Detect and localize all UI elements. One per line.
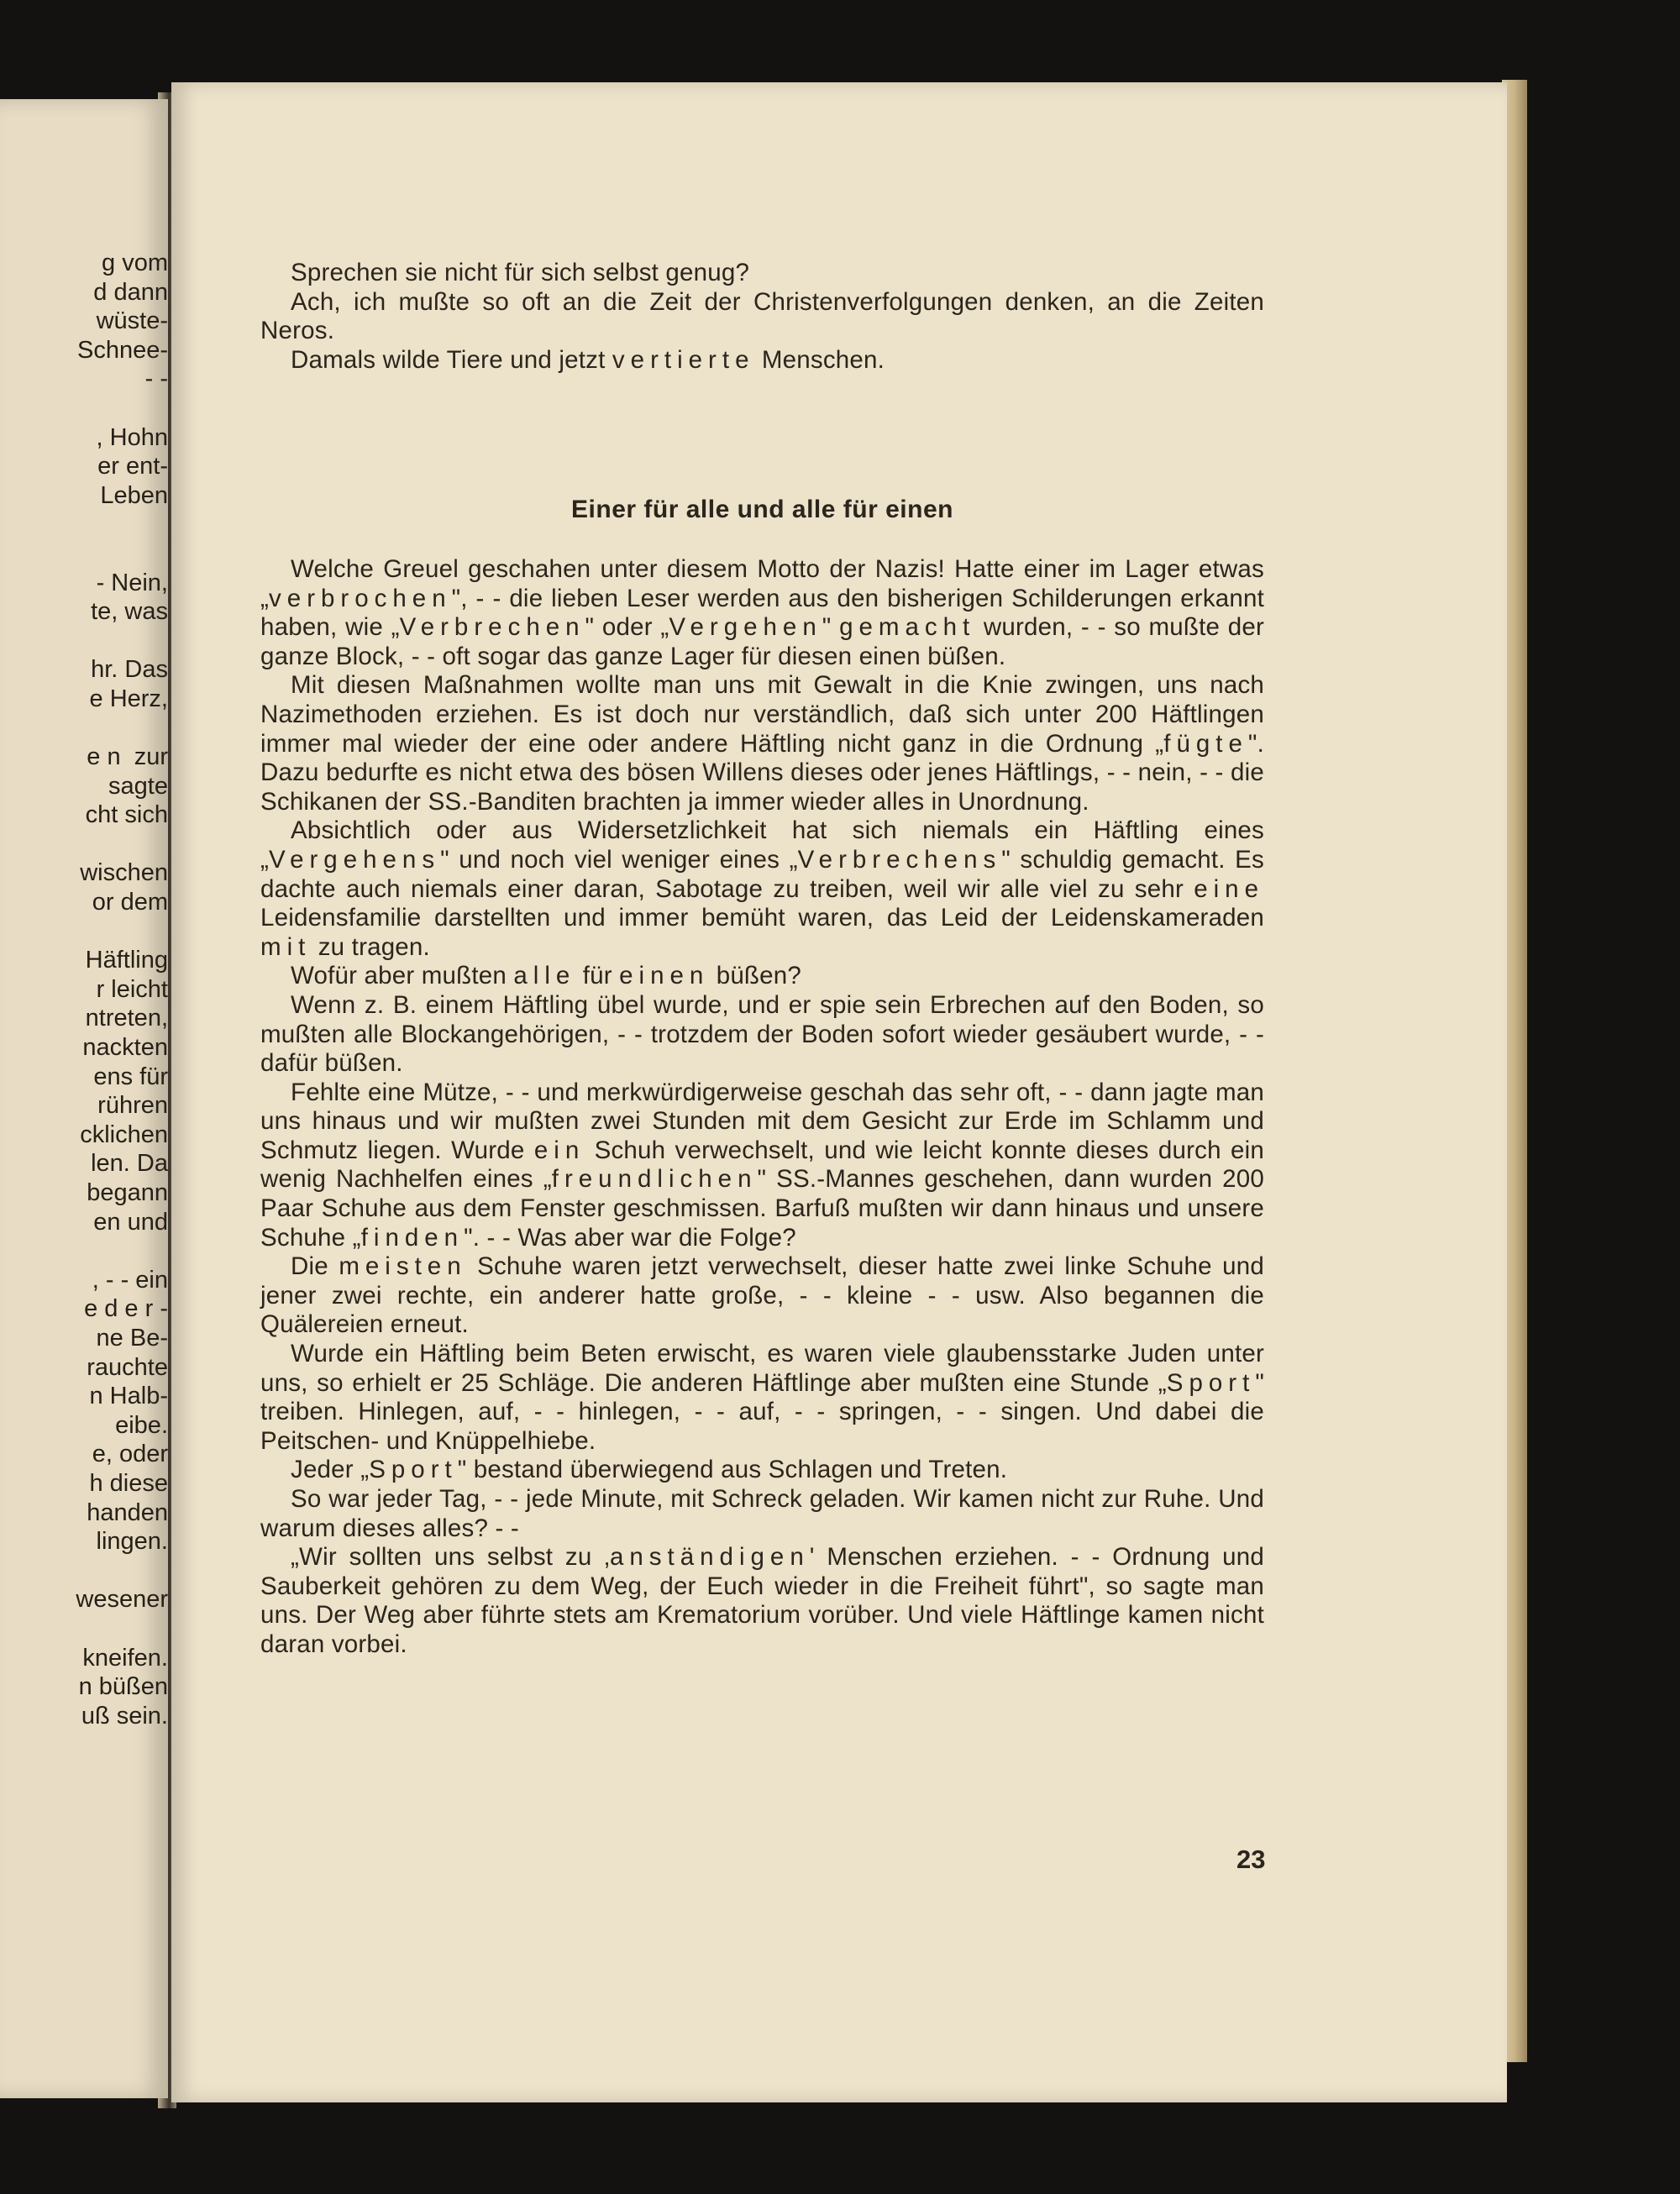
spaced-emphasis: finden bbox=[360, 1223, 465, 1252]
left-page-line: wesener bbox=[76, 1586, 168, 1614]
text: " oder „ bbox=[585, 613, 669, 642]
body-paragraph-9 bbox=[260, 1456, 1264, 1485]
text: " schuldig gemacht. Es dachte auch niemals einer daran, Sabotage zu treiben, weil wir alle viel zu sehr bbox=[260, 845, 1264, 903]
spaced-emphasis: fügte bbox=[1163, 729, 1248, 758]
text: Jeder „ bbox=[291, 1456, 370, 1484]
spaced-emphasis: eine bbox=[1194, 874, 1264, 903]
text: Schuhe waren jetzt verwechselt, dieser hatte zwei linke Schuhe und jener zwei rechte, ein anderer hatte große, - - kleine - - usw. Also begannen die Quälereien erneut. bbox=[260, 1252, 1264, 1339]
left-page-line: Häftling bbox=[85, 947, 168, 974]
body-paragraph-1 bbox=[260, 555, 1264, 671]
left-page-line bbox=[17, 1556, 168, 1586]
text: Wurde ein Häftling beim Beten erwischt, es waren viele glaubensstarke Juden unter uns, so erhielt er 25 Schläge. Die anderen Häftlinge aber mußten eine Stunde „ bbox=[260, 1340, 1264, 1397]
text: Absichtlich oder aus Widersetzlichkeit hat sich niemals ein Häftling eines „ bbox=[260, 816, 1264, 874]
spaced-emphasis: gemacht bbox=[839, 613, 976, 642]
left-page-line: en und bbox=[93, 1208, 168, 1236]
left-page-line bbox=[17, 714, 168, 743]
body-paragraph-6 bbox=[260, 1079, 1264, 1253]
left-page-line: Schnee- bbox=[76, 336, 168, 364]
spaced-emphasis: Sport bbox=[369, 1456, 458, 1484]
left-page-line bbox=[17, 1236, 168, 1266]
spaced-emphasis: Verbrechens bbox=[797, 845, 1002, 874]
intro-paragraph-3 bbox=[260, 346, 1264, 375]
text: „Wir sollten uns selbst zu ‚ bbox=[291, 1543, 610, 1572]
spaced-emphasis: Verbrechen bbox=[399, 613, 585, 642]
text: Schuh verwechselt, und wie leicht konnte dieses durch ein wenig Nachhelfen eines „ bbox=[260, 1136, 1264, 1194]
left-page-line: ne Be- bbox=[96, 1324, 168, 1352]
text: ". Dazu bedurfte es nicht etwa des bösen Willens dieses oder jenes Häftlings, - - nein, - - die Schikanen der SS.-Banditen brachten ja immer wieder alles in Unordnung. bbox=[260, 729, 1264, 816]
left-page-line: kneifen. bbox=[82, 1644, 168, 1672]
spaced-emphasis: einen bbox=[619, 962, 710, 990]
right-page bbox=[171, 82, 1507, 2102]
left-page-line: Leben bbox=[100, 481, 168, 509]
text: Wenn z. B. einem Häftling übel wurde, und er spie sein Erbrechen auf den Boden, so mußten alle Blockangehörigen, - - trotzdem der Boden sofort wieder gesäubert wurde, - - dafür büßen. bbox=[260, 990, 1264, 1078]
spaced-emphasis: Vergehen bbox=[669, 613, 822, 642]
left-page bbox=[0, 99, 168, 2098]
left-page-line: cklichen bbox=[80, 1121, 168, 1148]
body-paragraph-10 bbox=[260, 1485, 1264, 1543]
intro-paragraph-2 bbox=[260, 288, 1264, 346]
text: wurden, - - so mußte der ganze Block, - - oft sogar das ganze Lager für diesen einen büßen. bbox=[260, 613, 1265, 670]
left-page-line: hr. Das bbox=[91, 656, 168, 684]
left-page-line: - - bbox=[144, 365, 168, 393]
left-page-line: n Halb- bbox=[89, 1383, 168, 1410]
left-page-line: cht sich bbox=[85, 801, 168, 829]
left-page-line: wüste- bbox=[96, 307, 168, 335]
left-page-line: or dem bbox=[92, 889, 168, 916]
left-page-line: len. Da bbox=[91, 1150, 168, 1178]
left-page-line bbox=[17, 394, 168, 423]
text: " treiben. Hinlegen, auf, - - hinlegen, - - auf, - - springen, - - singen. Und dabei die Peitschen- und Knüppelhiebe. bbox=[260, 1368, 1264, 1455]
left-page-line bbox=[17, 539, 168, 569]
left-page-line: e n zur bbox=[87, 743, 168, 771]
body-paragraph-8 bbox=[260, 1340, 1264, 1456]
text: ", - - die lieben Leser werden aus den bisherigen Schilderungen erkannt haben, wie „ bbox=[260, 584, 1264, 642]
left-page-line: rühren bbox=[97, 1092, 168, 1120]
left-page-line: r leicht bbox=[96, 975, 168, 1003]
spaced-emphasis: vertierte bbox=[612, 345, 755, 374]
text: " SS.-Mannes geschehen, dann wurden 200 Paar Schuhe aus dem Fenster geschmissen. Barfuß mußten wir dann hinaus und unsere Schuhe „ bbox=[260, 1165, 1265, 1252]
body-paragraph-2 bbox=[260, 671, 1264, 816]
left-page-line: g vom bbox=[102, 249, 168, 276]
spaced-emphasis: verbrochen bbox=[269, 584, 452, 612]
body-paragraph-5 bbox=[260, 991, 1264, 1079]
text: ' Menschen erziehen. - - Ordnung und Sauberkeit gehören zu dem Weg, der Euch wieder in die Freiheit führt", so sagte man uns. Der Weg aber führte stets am Krematorium vorüber. Und viele Häftlinge kamen nicht daran vorbei. bbox=[260, 1543, 1264, 1658]
left-page-line: - Nein, bbox=[96, 569, 168, 596]
text: zu tragen. bbox=[311, 932, 430, 961]
text: " und noch viel weniger eines „ bbox=[440, 845, 798, 874]
spaced-emphasis: freundlichen bbox=[551, 1165, 758, 1194]
left-page-text bbox=[17, 249, 168, 1730]
text: Fehlte eine Mütze, - - und merkwürdigerweise geschah das sehr oft, - - dann jagte man uns hinaus und wir mußten zwei Stunden mit dem Gesicht zur Erde im Schlamm und Schmutz liegen. Wurde bbox=[260, 1078, 1264, 1164]
left-page-line: rauchte bbox=[87, 1353, 168, 1381]
left-page-line: uß sein. bbox=[81, 1702, 168, 1729]
body-paragraph-3 bbox=[260, 816, 1264, 962]
left-page-line: er ent- bbox=[97, 453, 168, 480]
body-paragraph-7 bbox=[260, 1252, 1264, 1340]
text: Mit diesen Maßnahmen wollte man uns mit Gewalt in die Knie zwingen, uns nach Nazimethoden erziehen. Es ist doch nur verständlich, daß sich unter 200 Häftlingen immer mal wieder der eine oder andere Häftling nicht ganz in die Ordnung „ bbox=[260, 671, 1264, 758]
left-page-line: e d e r - bbox=[84, 1295, 168, 1323]
text: Ach, ich mußte so oft an die Zeit der Christenverfolgungen denken, an die Zeiten Neros. bbox=[260, 287, 1264, 345]
left-page-line: sagte bbox=[108, 772, 168, 800]
left-page-line bbox=[17, 830, 168, 859]
spaced-emphasis: Vergehens bbox=[269, 845, 441, 874]
left-page-line: eibe. bbox=[115, 1411, 168, 1439]
left-page-line: begann bbox=[87, 1179, 168, 1206]
body-paragraph-11 bbox=[260, 1543, 1264, 1659]
left-page-line bbox=[17, 510, 168, 539]
text: So war jeder Tag, - - jede Minute, mit Schreck geladen. Wir kamen nicht zur Ruhe. Und warum dieses alles? - - bbox=[260, 1485, 1264, 1542]
left-page-line: ens für bbox=[93, 1063, 168, 1090]
spaced-emphasis: anständigen bbox=[609, 1543, 810, 1572]
section-heading: Einer für alle und alle für einen bbox=[571, 496, 953, 523]
left-page-line bbox=[17, 917, 168, 947]
left-page-line: , - - ein bbox=[92, 1266, 168, 1294]
left-page-line bbox=[17, 627, 168, 656]
left-page-line: h diese bbox=[89, 1469, 168, 1497]
text: " bbox=[822, 613, 840, 642]
left-page-line: handen bbox=[87, 1499, 168, 1526]
body-block bbox=[260, 555, 1264, 1660]
spaced-emphasis: Sport bbox=[1166, 1368, 1256, 1397]
spaced-emphasis: mit bbox=[260, 932, 312, 961]
left-page-line: e Herz, bbox=[89, 685, 168, 712]
text: für bbox=[575, 962, 620, 990]
text: Welche Greuel geschahen unter diesem Motto der Nazis! Hatte einer im Lager etwas „ bbox=[260, 555, 1264, 612]
spaced-emphasis: ein bbox=[533, 1136, 585, 1164]
text: Leidensfamilie darstellten und immer bemüht waren, das Leid der Leidenskameraden bbox=[260, 904, 1264, 932]
text: ". - - Was aber war die Folge? bbox=[464, 1223, 796, 1252]
body-paragraph-4 bbox=[260, 962, 1264, 991]
text: Menschen. bbox=[754, 345, 885, 374]
text: büßen? bbox=[709, 962, 801, 990]
left-page-line: e, oder bbox=[92, 1441, 168, 1468]
intro-block bbox=[260, 259, 1264, 375]
left-page-line: wischen bbox=[80, 859, 168, 887]
left-page-line: lingen. bbox=[96, 1528, 168, 1556]
text: Damals wilde Tiere und jetzt bbox=[291, 345, 612, 374]
left-page-line: d dann bbox=[93, 278, 168, 306]
left-page-line: te, was bbox=[91, 598, 168, 626]
intro-paragraph-1 bbox=[260, 259, 1264, 288]
spaced-emphasis: alle bbox=[513, 962, 576, 990]
page-number: 23 bbox=[1236, 1845, 1266, 1874]
text: " bestand überwiegend aus Schlagen und Treten. bbox=[457, 1456, 1008, 1484]
spaced-emphasis: meisten bbox=[339, 1252, 467, 1281]
text: Wofür aber mußten bbox=[291, 962, 514, 990]
left-page-line: n büßen bbox=[78, 1673, 168, 1701]
left-page-line bbox=[17, 1614, 168, 1644]
text: Sprechen sie nicht für sich selbst genug? bbox=[291, 259, 750, 286]
text: Die bbox=[291, 1252, 339, 1281]
left-page-line: nackten bbox=[82, 1034, 168, 1062]
left-page-line: ntreten, bbox=[85, 1005, 168, 1032]
left-page-line: , Hohn bbox=[96, 423, 168, 451]
